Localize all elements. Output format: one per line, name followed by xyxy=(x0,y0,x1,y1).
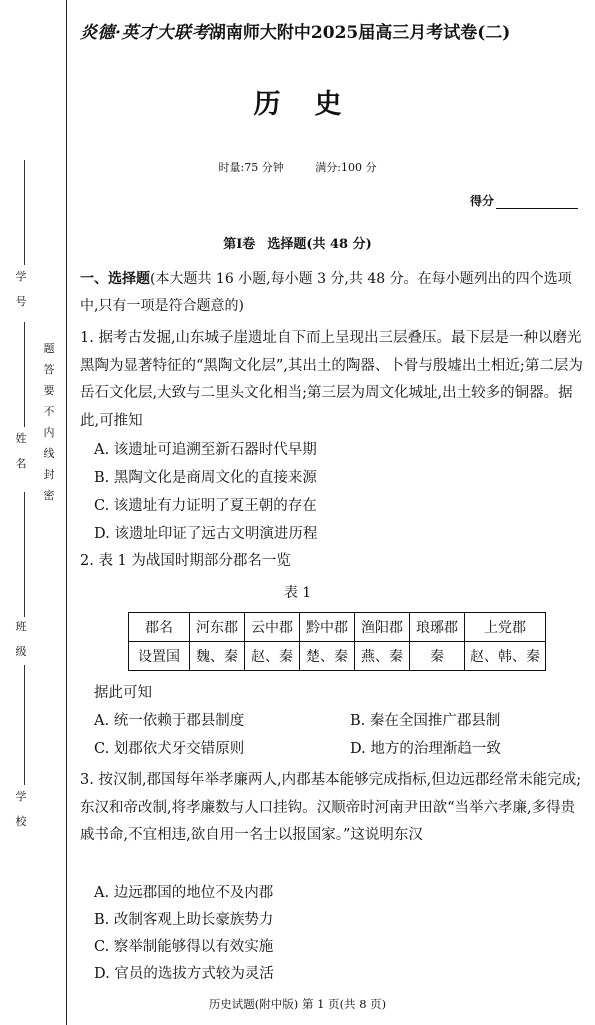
table-cell: 赵、韩、秦 xyxy=(465,642,546,671)
table-cell: 琅琊郡 xyxy=(410,613,465,642)
class-label: 班 级 xyxy=(15,620,27,658)
school-blank[interactable] xyxy=(24,665,25,785)
student-no-label: 学 号 xyxy=(15,270,27,308)
q1-option-c[interactable]: C. 该遗址有力证明了夏王朝的存在 xyxy=(94,498,317,514)
header-exam: 湖南师大附中2025届高三月考试卷(二) xyxy=(208,23,511,43)
table-cell: 上党郡 xyxy=(465,613,546,642)
q3-option-a[interactable]: A. 边远郡国的地位不及内郡 xyxy=(94,885,274,901)
table-caption: 表 1 xyxy=(283,585,312,601)
name-blank[interactable] xyxy=(24,322,25,427)
q2-option-c[interactable]: C. 划郡依犬牙交错原则 xyxy=(94,741,245,757)
q2-lead: 据此可知 xyxy=(94,685,152,701)
q3-option-b[interactable]: B. 改制客观上助长豪族势力 xyxy=(94,912,274,928)
q3-option-d[interactable]: D. 官员的选拔方式较为灵活 xyxy=(94,966,274,982)
section-name: 选择题(共 48 分) xyxy=(267,237,372,252)
q1-option-a[interactable]: A. 该遗址可追溯至新石器时代早期 xyxy=(94,442,317,458)
table-row xyxy=(129,613,546,642)
score-blank[interactable] xyxy=(496,196,578,209)
table-cell: 郡名 xyxy=(129,613,190,642)
q3-option-c[interactable]: C. 察举制能够得以有效实施 xyxy=(94,939,274,955)
school-label: 学 校 xyxy=(15,790,27,828)
section-part: 第Ⅰ卷 xyxy=(223,237,256,252)
page-footer: 历史试题(附中版) 第 1 页(共 8 页) xyxy=(208,997,387,1011)
page-title: 历史 xyxy=(253,89,376,120)
table-cell: 渔阳郡 xyxy=(355,613,410,642)
table-cell: 黔中郡 xyxy=(300,613,355,642)
question-2-stem: 2. 表 1 为战国时期部分郡名一览 xyxy=(80,553,291,569)
q2-option-a[interactable]: A. 统一依赖于郡县制度 xyxy=(94,713,245,729)
full-score: 满分:100 分 xyxy=(315,161,377,174)
table-row xyxy=(129,642,546,671)
q2-option-b[interactable]: B. 秦在全国推广郡县制 xyxy=(350,713,501,729)
q1-option-d[interactable]: D. 该遗址印证了远古文明演进历程 xyxy=(94,526,318,542)
q1-option-b[interactable]: B. 黑陶文化是商周文化的直接来源 xyxy=(94,470,317,486)
exam-header xyxy=(80,18,590,43)
table-cell: 楚、秦 xyxy=(300,642,355,671)
instructions-body: (本大题共 16 小题,每小题 3 分,共 48 分。在每小题列出的四个选项中,只有一项是符合题意的) xyxy=(80,271,572,314)
table-cell: 赵、秦 xyxy=(245,642,300,671)
binding-line xyxy=(66,0,67,1025)
question-3-stem: 3. 按汉制,郡国每年举孝廉两人,内郡基本能够完成指标,但边远郡经常未能完成;东汉和帝改制,将孝廉数与人口挂钩。汉顺帝时河南尹田歆“当举六孝廉,多得贵戚书命,不宜相违,欲自用一名士以报国家。”这说明东汉 xyxy=(80,772,582,843)
instructions-head: 一、选择题 xyxy=(80,271,150,287)
table-cell: 设置国 xyxy=(129,642,190,671)
section-title xyxy=(0,233,595,252)
seal-line-notice: 题 答 要 不 内 线 封 密 xyxy=(43,342,55,502)
score-label: 得分 xyxy=(470,194,495,208)
time-limit: 时量:75 分钟 xyxy=(218,161,284,174)
table-cell: 燕、秦 xyxy=(355,642,410,671)
table-cell: 魏、秦 xyxy=(190,642,245,671)
exam-meta xyxy=(0,159,595,175)
name-label: 姓 名 xyxy=(15,432,27,470)
question-1-stem: 1. 据考古发掘,山东城子崖遗址自下而上呈现出三层叠压。最下层是一种以磨光黑陶为显著特征的“黑陶文化层”,其出土的陶器、卜骨与殷墟出土相近;第二层为岳石文化层,大致与二里头文化相当;第三层为周文化城址,出土较多的铜器。据此,可推知 xyxy=(80,330,583,429)
table-cell: 河东郡 xyxy=(190,613,245,642)
instructions xyxy=(80,266,583,320)
score-box xyxy=(470,192,578,209)
commandery-table xyxy=(128,612,546,671)
q2-option-d[interactable]: D. 地方的治理渐趋一致 xyxy=(350,741,501,757)
table-cell: 云中郡 xyxy=(245,613,300,642)
table-cell: 秦 xyxy=(410,642,465,671)
header-org: 炎德·英才大联考 xyxy=(80,23,209,43)
